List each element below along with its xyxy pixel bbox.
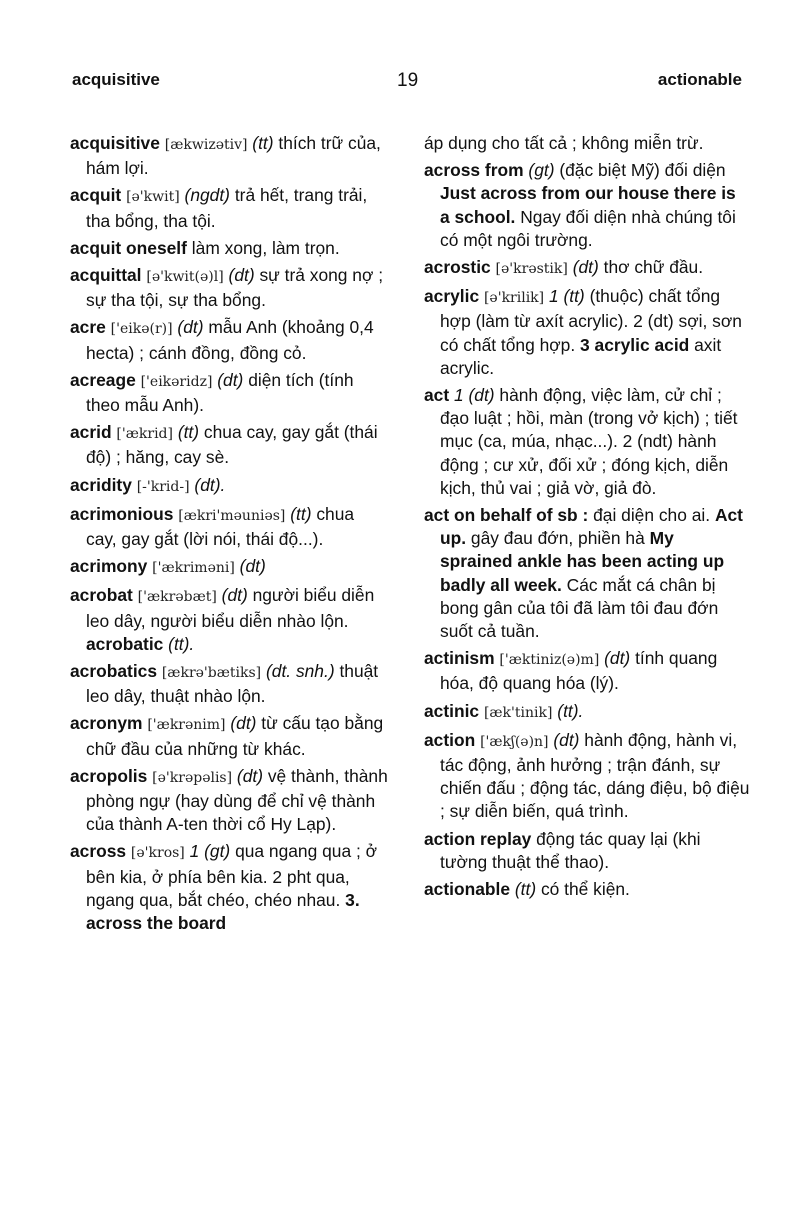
left-column — [70, 132, 388, 939]
dictionary-entry — [70, 840, 388, 935]
definition: axit acrylic. — [440, 334, 722, 378]
part-of-speech: (dt) — [217, 369, 244, 390]
pronunciation: [ə'krəstik] — [495, 261, 568, 278]
headword: acre — [70, 317, 106, 338]
dictionary-entry — [424, 700, 750, 725]
dictionary-entry — [424, 384, 750, 500]
pronunciation: ['eikə(r)] — [110, 321, 173, 338]
part-of-speech: (dt) — [239, 556, 266, 577]
part-of-speech: (tt) — [252, 133, 274, 153]
dictionary-entry — [424, 828, 750, 874]
definition: có thể kiện. — [540, 879, 630, 900]
dictionary-entry — [70, 316, 388, 364]
headword: across from — [424, 160, 524, 181]
headword: acropolis — [70, 765, 148, 786]
dictionary-entry — [70, 712, 388, 760]
pronunciation: [ə'kwit] — [126, 189, 180, 206]
headword: act on behalf of sb : — [424, 505, 589, 526]
definition: (đặc biệt Mỹ) đối diện — [559, 160, 726, 181]
part-of-speech: (tt). — [557, 700, 584, 721]
dictionary-entry — [70, 765, 388, 837]
sub-headword: acrobatic — [86, 633, 164, 654]
definition: thuật leo dây, thuật nhào lộn. — [86, 661, 379, 707]
definition: trả hết, trang trải, tha bổng, tha tội. — [86, 185, 368, 231]
example: My sprained ankle has been acting up badly all week. — [440, 528, 725, 595]
dictionary-entry — [424, 159, 750, 252]
dictionary-entry — [424, 878, 750, 901]
dictionary-entry — [424, 647, 750, 695]
part-of-speech: (dt) — [230, 713, 257, 734]
headword: acreage — [70, 369, 136, 390]
dictionary-entry — [70, 660, 388, 708]
example: Just across from our house there is a school. — [440, 183, 736, 227]
part-of-speech: 1 (tt) — [548, 286, 585, 307]
headword: actionable — [424, 879, 511, 900]
example: Act up. — [440, 505, 743, 549]
headword: actinic — [424, 700, 480, 721]
pronunciation: [ə'krəpəlis] — [152, 769, 233, 786]
headword: acrobatics — [70, 661, 157, 682]
headword: acquittal — [70, 265, 142, 286]
dictionary-entry — [424, 504, 750, 643]
dictionary-entry — [70, 237, 388, 260]
headword: acrimonious — [70, 503, 174, 524]
dictionary-entry — [70, 584, 388, 656]
part-of-speech: (dt) — [221, 585, 248, 606]
pronunciation: [ækrə'bætiks] — [161, 665, 262, 682]
headword: acquit — [70, 185, 122, 206]
definition: (thuộc) chất tổng hợp (làm từ axít acrylic). 2 (dt) sợi, sơn có chất tổng hợp. — [440, 286, 742, 355]
pronunciation: ['ækrəbæt] — [137, 589, 217, 606]
pronunciation: [ə'krilik] — [483, 290, 545, 307]
headword: acrimony — [70, 556, 148, 577]
pronunciation: [ə'kwit(ə)l] — [146, 269, 224, 286]
definition: động tác quay lại (khi tường thuật thể thao). — [440, 828, 701, 872]
headword: across — [70, 841, 127, 862]
headword: acridity — [70, 474, 132, 495]
headword: acronym — [70, 713, 143, 734]
page-header — [72, 70, 742, 100]
headword: acrylic — [424, 286, 480, 307]
headword: acquit oneself — [70, 237, 187, 258]
part-of-speech: (tt) — [177, 422, 200, 443]
headword: acrobat — [70, 585, 133, 606]
part-of-speech: (tt). — [168, 633, 195, 654]
dictionary-entry — [424, 729, 750, 824]
part-of-speech: (ngdt) — [184, 185, 230, 206]
example: 3. across the board — [86, 889, 360, 934]
dictionary-entry — [70, 503, 388, 551]
dictionary-entry — [424, 132, 750, 155]
part-of-speech: (dt. snh.) — [265, 661, 335, 682]
definition: Ngay đối diện nhà chúng tôi có một ngôi trường. — [440, 206, 736, 250]
part-of-speech: 1 (dt) — [453, 385, 495, 406]
definition: tính quang hóa, độ quang hóa (lý). — [440, 648, 718, 694]
definition: áp dụng cho tất cả ; không miễn trừ. — [424, 133, 704, 153]
definition: mẫu Anh (khoảng 0,4 hecta) ; cánh đồng, đồng cỏ. — [86, 317, 374, 363]
part-of-speech: (dt) — [604, 648, 631, 669]
part-of-speech: 1 (gt) — [189, 841, 231, 862]
definition: hành động, việc làm, cử chỉ ; đạo luật ; hồi, màn (trong vở kịch) ; tiết mục (ca, múa, nhạc...). 2 (ndt) hành động ; cư xử, đối xử ; đóng kịch, diễn kịch, thủ vai ; giả vờ, giả đò. — [440, 385, 738, 498]
part-of-speech: (dt) — [177, 317, 204, 338]
definition: hành động, hành vi, tác động, ảnh hưởng ; trận đánh, sự chiến đấu ; động tác, dáng điệu, bộ điệu ; sự diễn biến, quá trình. — [440, 729, 750, 822]
headword: acrostic — [424, 257, 491, 278]
right-column — [424, 132, 750, 905]
definition: thơ chữ đầu. — [603, 257, 704, 278]
part-of-speech: (dt) — [553, 729, 580, 750]
part-of-speech: (dt) — [236, 765, 264, 786]
part-of-speech: (dt). — [194, 474, 226, 495]
headword: actinism — [424, 648, 495, 669]
part-of-speech: (dt) — [228, 265, 255, 286]
example: 3 acrylic acid — [580, 334, 690, 355]
dictionary-entry — [70, 555, 388, 580]
definition: thích trữ của, hám lợi. — [86, 133, 381, 179]
definition: chua cay, gay gắt (thái độ) ; hăng, cay sè. — [86, 422, 378, 468]
dictionary-entry — [70, 264, 388, 312]
headword: act — [424, 385, 450, 406]
dictionary-entry — [70, 184, 388, 232]
pronunciation: ['ækriməni] — [152, 560, 235, 577]
part-of-speech: (dt) — [572, 257, 599, 278]
definition: Các mắt cá chân bị bong gân của tôi đã làm tôi đau đớn suốt cả tuần. — [440, 574, 719, 642]
definition: đại diện cho ai. — [593, 505, 711, 526]
dictionary-entry — [424, 256, 750, 281]
headword: acquisitive — [70, 133, 160, 153]
definition: làm xong, làm trọn. — [191, 237, 340, 258]
part-of-speech: (tt) — [290, 503, 312, 524]
header-guide-word-right: actionable — [657, 70, 742, 89]
pronunciation: [ækri'məuniəs] — [178, 507, 286, 524]
pronunciation: ['ækrənim] — [147, 717, 226, 734]
definition: vệ thành, thành phòng ngự (hay dùng để chỉ vệ thành của thành A-ten thời cổ Hy Lạp). — [86, 765, 388, 835]
dictionary-entry — [70, 421, 388, 469]
part-of-speech: (gt) — [528, 160, 555, 181]
dictionary-entry — [70, 132, 388, 180]
definition: gây đau đớn, phiền hà — [470, 528, 645, 549]
part-of-speech: (tt) — [514, 879, 537, 900]
headword: action replay — [424, 828, 532, 849]
header-guide-word-left: acquisitive — [72, 70, 160, 89]
dictionary-entry — [70, 369, 388, 417]
definition: sự trả xong nợ ; sự tha tội, sự tha bổng. — [86, 265, 384, 311]
headword: acrid — [70, 422, 112, 443]
pronunciation: [ə'kros] — [130, 845, 185, 862]
definition: diện tích (tính theo mẫu Anh). — [86, 369, 354, 416]
pronunciation: [-'krid-] — [136, 478, 190, 495]
pronunciation: [æk'tinik] — [483, 704, 553, 721]
definition: từ cấu tạo bằng chữ đầu của những từ khác. — [86, 713, 384, 759]
pronunciation: ['ækrid] — [116, 426, 173, 443]
pronunciation: ['æktiniz(ə)m] — [499, 652, 600, 669]
pronunciation: [ækwizətiv] — [164, 137, 248, 153]
dictionary-entry — [424, 285, 750, 380]
definition: chua cay, gay gắt (lời nói, thái độ...). — [86, 503, 355, 550]
definition: qua ngang qua ; ở bên kia, ở phía bên kia. 2 pht qua, ngang qua, bắt chéo, chéo nhau. — [86, 841, 378, 910]
definition: người biểu diễn leo dây, người biểu diễn nhào lộn. — [86, 585, 375, 631]
pronunciation: ['eikəridz] — [140, 373, 213, 390]
pronunciation: ['ækʃ(ə)n] — [480, 733, 549, 750]
headword: action — [424, 729, 476, 750]
dictionary-entry — [70, 474, 388, 499]
page-number: 19 — [397, 70, 419, 91]
